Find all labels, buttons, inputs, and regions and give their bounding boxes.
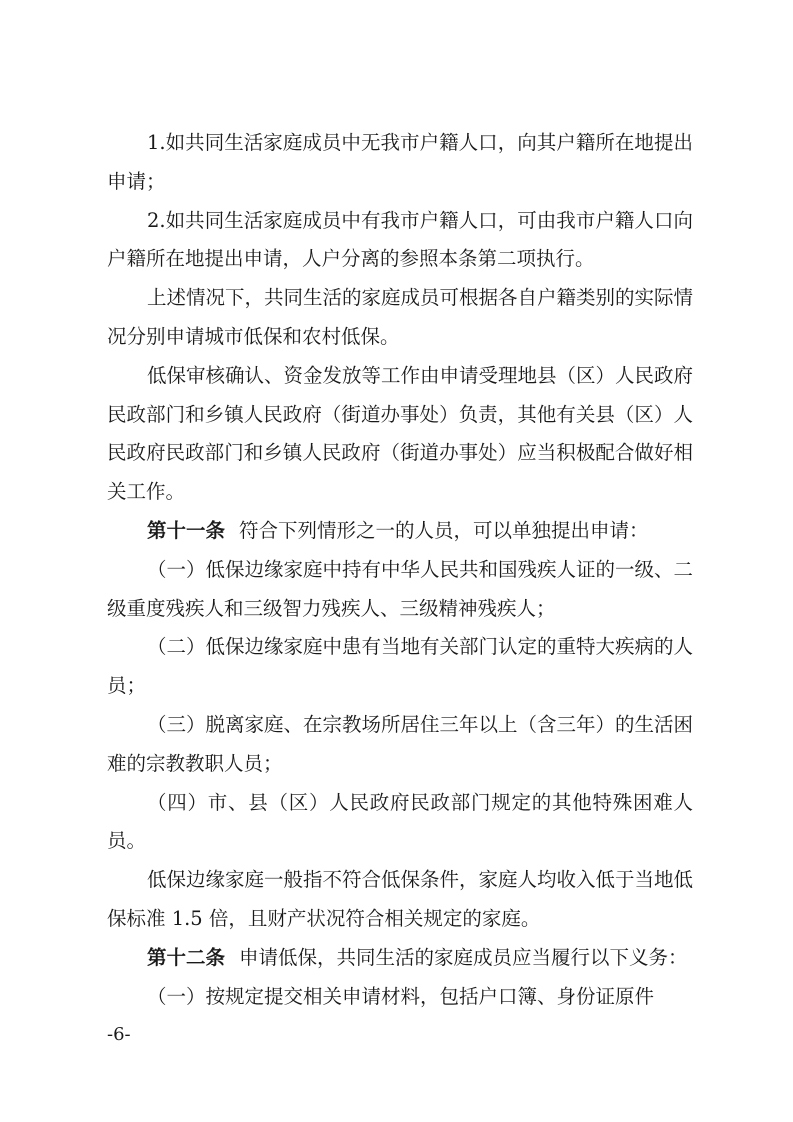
article-11-item: （三）脱离家庭、在宗教场所居住三年以上（含三年）的生活困难的宗教教职人员； [107, 712, 694, 775]
article-11-item: （二）低保边缘家庭中患有当地有关部门认定的重特大疾病的人员； [107, 635, 694, 698]
article-12-heading: 第十二条 [147, 945, 226, 969]
page-number: -6- [107, 1024, 131, 1045]
paragraph: 上述情况下，共同生活的家庭成员可根据各自户籍类别的实际情况分别申请城市低保和农村低保。 [107, 286, 694, 348]
article-11-text: 符合下列情形之一的人员，可以单独提出申请： [239, 518, 649, 542]
paragraph: 1.如共同生活家庭成员中无我市户籍人口，向其户籍所在地提出申请； [107, 131, 693, 193]
paragraph: 低保审核确认、资金发放等工作由申请受理地县（区）人民政府民政部门和乡镇人民政府（街道办事处）负责，其他有关县（区）人民政府民政部门和乡镇人民政府（街道办事处）应当积极配合做好相关工作。 [107, 363, 694, 504]
article-11-heading: 第十一条 [147, 518, 226, 542]
article-11-item: （一）低保边缘家庭中持有中华人民共和国残疾人证的一级、二级重度残疾人和三级智力残疾人、三级精神残疾人； [107, 557, 694, 620]
article-11-note: 低保边缘家庭一般指不符合低保条件，家庭人均收入低于当地低保标准 1.5 倍，且财产状况符合相关规定的家庭。 [107, 868, 694, 930]
article-11-paragraph [107, 512, 693, 551]
paragraph: 2.如共同生活家庭成员中有我市户籍人口，可由我市户籍人口向户籍所在地提出申请，人户分离的参照本条第二项执行。 [107, 208, 693, 271]
article-12-text: 申请低保，共同生活的家庭成员应当履行以下义务： [239, 945, 688, 969]
document-body [107, 124, 693, 1016]
article-12-paragraph [107, 939, 693, 978]
article-11-item: （四）市、县（区）人民政府民政部门规定的其他特殊困难人员。 [107, 790, 693, 853]
article-12-item: （一）按规定提交相关申请材料，包括户口簿、身份证原件 [147, 984, 655, 1008]
